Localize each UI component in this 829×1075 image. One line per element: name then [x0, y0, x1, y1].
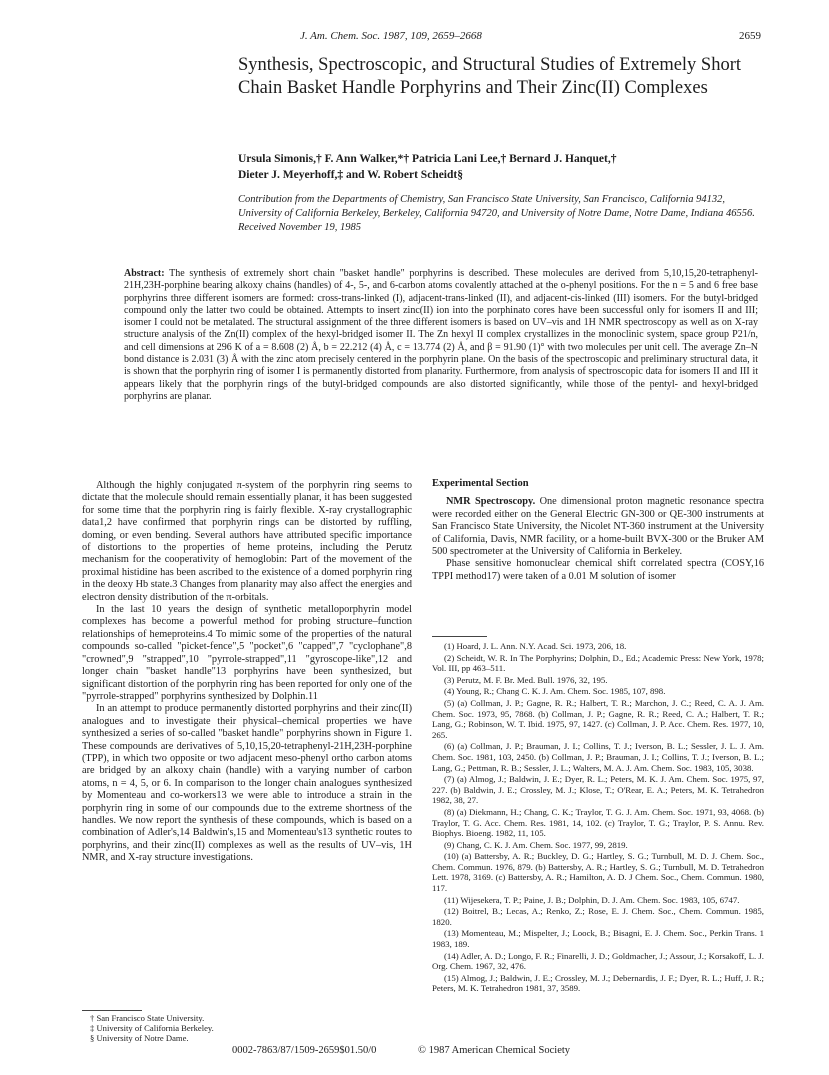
- reference-item: (9) Chang, C. K. J. Am. Chem. Soc. 1977, 99, 2819.: [444, 839, 628, 850]
- footnote-item: ‡ University of California Berkeley.: [90, 1023, 214, 1033]
- footnote-divider: [82, 1010, 142, 1011]
- reference-item: (14) Adler, A. D.; Longo, F. R.; Finarelli, J. D.; Goldmacher, J.; Assour, J.; Korsakoff, L. J. Org. Chem. 1967, 32, 476.: [432, 950, 764, 972]
- reference-item: (4) Young, R.; Chang C. K. J. Am. Chem. Soc. 1985, 107, 898.: [444, 686, 666, 697]
- footnote-item: § University of Notre Dame.: [90, 1033, 189, 1043]
- reference-item: (8) (a) Diekmann, H.; Chang, C. K.; Traylor, T. G. J. Am. Chem. Soc. 1971, 93, 4068. (b) Traylor, T. G. Acc. Chem. Res. 1981, 14, 102. (c) Traylor, T. G.; Traylor, P. S. Annu. Rev. Biophys. Bioeng. 1982, 11, 105.: [432, 806, 764, 839]
- cosy-paragraph: Phase sensitive homonuclear chemical shift correlated spectra (COSY,16 TPPI method17) were taken of a 0.01 M solution of isomer: [432, 558, 764, 582]
- reference-item: (5) (a) Collman, J. P.; Gagne, R. R.; Halbert, T. R.; Marchon, J. C.; Reed, C. A. J. Am. Chem. Soc. 1973, 95, 7868. (b) Collman, J. P.; Gagne, R. R.; Reed, C. A.; Halbert, T. R.; Lang, G.; Robinson, W. T. Ibid. 1975, 97, 1427. (c) Collman, J. P. Acc. Chem. Res. 1977, 10, 265.: [432, 697, 764, 740]
- intro-paragraph-3: In an attempt to produce permanently distorted porphyrins and their zinc(II) analogues and to investigate their physical–chemical properties we have synthesized a series of so-called "basket handle" porphyrins shown in Figure 1. These compounds are derivatives of 5,10,15,20-tetraphenyl-21H,23H-porphine (TPP), in which two opposite or two adjacent meso-phenyl ortho carbon atoms are bridged by an alkoxy chain (handle) with a varying number of carbon atoms, n = 4, 5, or 6. In comparison to the longer chain analogues synthesized by Momenteau and co-workers13 we were able to introduce a strain in the porphyrin ring in some of our compounds due to the extreme shortness of the handles. We now report the synthesis of these compounds, which is based on a combination of Adler's,14 Baldwin's,15 and Momenteau's13 synthetic routes to porphyrins, and their zinc(II) complexes as well as the results of UV–vis, 1H NMR, and X-ray structure investigations.: [82, 703, 412, 864]
- authors-line-2: Dieter J. Meyerhoff,‡ and W. Robert Scheidt§: [238, 169, 463, 181]
- page-number: 2659: [739, 30, 761, 42]
- abstract-text: The synthesis of extremely short chain "basket handle" porphyrins is described. These molecules are derived from 5,10,15,20-tetraphenyl-21H,23H-porphine bearing alkoxy chains (handles) of 4-, 5-, and 6-carbon atoms covalently attached at the o-phenyl positions. For the n = 5 and 6 free base porphyrins three different isomers are formed: cross-trans-linked (I), adjacent-trans-linked (II), and adjacent-cis-linked (III) isomers. For the butyl-bridged compound only the latter two could be obtained. Attempts to insert zinc(II) ion into the porphinato cores have been successful only for isomers II and III; isomer I could not be metalated. The structural assignment of the three different isomers is based on UV–vis and 1H NMR spectroscopy as well as on X-ray structure analysis of the Zn(II) complex of the hexyl-bridged isomer II. The Zn hexyl II complex crystallizes in the monoclinic system, space group P21/n, and cell dimensions at 296 K of a = 8.608 (2) Å, b = 22.212 (4) Å, c = 13.774 (2) Å, and β = 91.90 (1)° with two molecules per unit cell. The average Zn–N bond distance is 2.031 (3) Å with the zinc atom precisely centered in the porphyrin plane. On the basis of the spectroscopic and preliminary structural data, it is shown that the porphyrin ring of isomer I is permanently distorted from planarity. Furthermore, from analysis of spectroscopic data for isomers II and III it appears likely that the porphyrin rings of the butyl-bridged compounds are also distorted significantly, while those of the pentyl- and hexyl-bridged porphyrins are planar.: [124, 268, 758, 402]
- nmr-subheading: NMR Spectroscopy.: [446, 496, 536, 508]
- article-title: Synthesis, Spectroscopic, and Structural Studies of Extremely Short Chain Basket Handle Porphyrins and Their Zinc(II) Complexes: [238, 55, 742, 98]
- reference-item: (11) Wijesekera, T. P.; Paine, J. B.; Dolphin, D. J. Am. Chem. Soc. 1983, 105, 6747.: [444, 894, 740, 905]
- footnote-item: † San Francisco State University.: [90, 1013, 205, 1023]
- abstract: [124, 268, 758, 403]
- copyright-notice: © 1987 American Chemical Society: [418, 1045, 571, 1056]
- right-column: [432, 478, 764, 583]
- reference-item: (15) Almog, J.; Baldwin, J. E.; Crossley, M. J.; Debernardis, J. F.; Dyer, R. L.; Huff, J. R.; Peters, M. K. Tetrahedron 1981, 37, 3589.: [432, 972, 764, 994]
- authors-line-1: Ursula Simonis,† F. Ann Walker,*† Patricia Lani Lee,† Bernard J. Hanquet,†: [238, 153, 617, 165]
- section-heading: Experimental Section: [432, 478, 529, 489]
- reference-item: (1) Hoard, J. L. Ann. N.Y. Acad. Sci. 1973, 206, 18.: [444, 641, 627, 651]
- article-code: 0002-7863/87/1509-2659$01.50/0: [232, 1045, 377, 1056]
- reference-item: (6) (a) Collman, J. P.; Brauman, J. I.; Collins, T. J.; Iverson, B. L.; Sessler, J. L. J. Am. Chem. Soc. 1981, 103, 2450. (b) Collman, J. P.; Brauman, J. I.; Collins, T. J.; Iverson, B. L.; Lang, G.; Pettman, R. B.; Sessler, J. L.; Walters, M. A. J. Am. Chem. Soc. 1983, 105, 3038.: [432, 741, 764, 773]
- reference-item: (3) Perutz, M. F. Br. Med. Bull. 1976, 32, 195.: [444, 674, 608, 685]
- intro-paragraph-1: Although the highly conjugated π-system of the porphyrin ring seems to dictate that the molecule should remain essentially planar, it has been suggested for some time that the porphyrin ring is fairly flexible. X-ray crystallographic data1,2 have confirmed that porphyrin rings can be distorted by ruffling, doming, or even bending. Several authors have attributed specific importance of distortions to the properties of heme proteins, including the Perutz mechanism for the cooperativity of hemoglobin: Part of the movement of the proximal histidine has been ascribed to the existence of a domed porphyrin ring in the deoxy Hb state.3 Changes from planarity may also affect the energies and electron density distribution of the π-orbitals.: [82, 480, 412, 603]
- reference-item: (13) Momenteau, M.; Mispelter, J.; Loock, B.; Bisagni, E. J. Chem. Soc., Perkin Trans. 1 1983, 189.: [432, 928, 764, 950]
- nmr-text: One dimensional proton magnetic resonance spectra were recorded either on the General Electric GN-300 or QE-300 instruments at San Francisco State University, the Nicolet NT-360 instrument at the University of California, Davis, NMR facility, or a home-built BVX-300 or the Bruker AM 500 spectrometer at the University of California in Berkeley.: [432, 496, 764, 558]
- reference-item: (10) (a) Battersby, A. R.; Buckley, D. G.; Hartley, S. G.; Turnbull, M. D. J. Chem. Soc., Chem. Commun. 1976, 879. (b) Battersby, A. R.; Hartley, S. G.; Turnbull, M. D. Tetrahedron Lett. 1978, 3169. (c) Battersby, A. R.; Hamilton, A. D. J Chem. Soc., Chem. Commun. 1980, 117.: [432, 851, 764, 894]
- nmr-paragraph: [432, 496, 764, 558]
- affiliation: Contribution from the Departments of Chemistry, San Francisco State University, San Francisco, California 94132, University of California Berkeley, Berkeley, California 94720, and University of Notre Dame, Notre Dame, Indiana 46556. Received November 19, 1985: [238, 194, 755, 233]
- reference-item: (2) Scheidt, W. R. In The Porphyrins; Dolphin, D., Ed.; Academic Press: New York, 1978; Vol. III, pp 463–511.: [432, 652, 764, 674]
- reference-item: (12) Boitrel, B.; Lecas, A.; Renko, Z.; Rose, E. J. Chem. Soc., Chem. Commun. 1985, 1820.: [432, 906, 764, 927]
- abstract-label: Abstract:: [124, 268, 165, 279]
- journal-citation: J. Am. Chem. Soc. 1987, 109, 2659–2668: [300, 30, 482, 42]
- affiliation-footnotes: [82, 1013, 382, 1043]
- intro-paragraph-2: In the last 10 years the design of synthetic metalloporphyrin model complexes has become a powerful method for probing structure–function relationships of hemeproteins.4 To mimic some of the properties of the natural compounds so-called "picket-fence",5 "pocket",6 "capped",7 "cyclophane",8 "crowned",9 "strapped",10 "pyrrole-strapped",11 "gyroscope-like",12 and longer chain "basket handle"13 porphyrins have been synthesized, but significant distortion of the porphyrin ring has been reported for only one of the "pyrrole-strapped" porphyrins synthesized by Dolphin.11: [82, 604, 412, 702]
- author-list: [238, 151, 778, 183]
- reference-list: [432, 641, 764, 995]
- references-divider: [432, 636, 487, 637]
- reference-item: (7) (a) Almog, J.; Baldwin, J. E.; Dyer, R. L.; Peters, M. K. J. Am. Chem. Soc. 1975, 97, 227. (b) Baldwin, J. E.; Crossley, M. J.; Klose, T.; O'Rear, E. A.; Peters, M. K. Tetrahedron 1982, 38, 27.: [432, 774, 764, 806]
- left-column: [82, 480, 412, 865]
